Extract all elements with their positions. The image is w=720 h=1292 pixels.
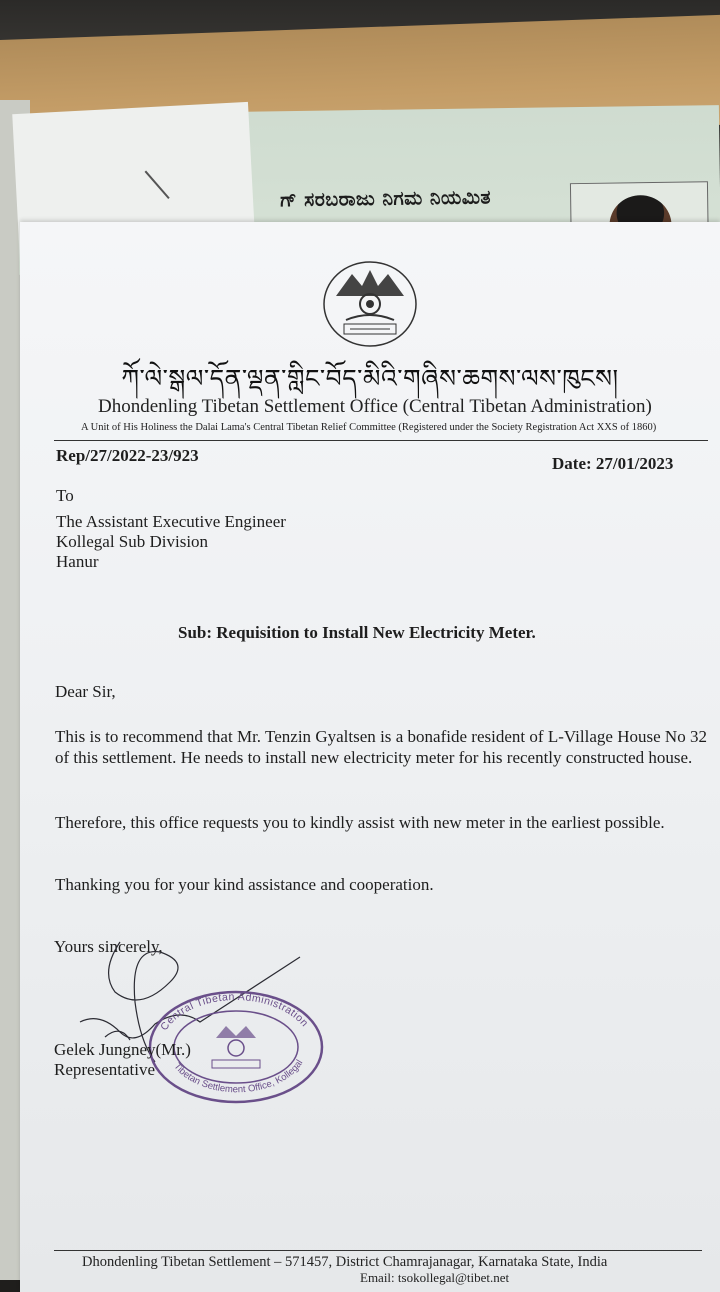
signatory-name: Gelek Jungney(Mr.) (54, 1040, 191, 1059)
closing: Yours sincerely, (54, 937, 163, 956)
office-name: Dhondenling Tibetan Settlement Office (Central Tibetan Administration) (98, 396, 652, 417)
recipient-line-1: The Assistant Executive Engineer (56, 512, 286, 531)
svg-text:Tibetan Settlement Office, Kol: Tibetan Settlement Office, Kollegal (171, 1057, 306, 1096)
kannada-heading: ಗ್ ಸರಬರಾಜು ನಿಗಮ ನಿಯಮಿತ (279, 186, 492, 212)
recipient-to: To (56, 486, 74, 505)
letter-date: Date: 27/01/2023 (552, 454, 674, 473)
body-paragraph-3: Thanking you for your kind assistance and cooperation. (55, 875, 434, 894)
tibetan-emblem-icon (322, 260, 418, 348)
reference-number: Rep/27/2022-23/923 (56, 446, 199, 465)
letter-page (20, 222, 720, 1292)
footer-divider (54, 1250, 702, 1251)
svg-text:Central Tibetan Administration: Central Tibetan Administration (158, 990, 311, 1033)
tibetan-title: ཀོ་ལེ་སྒལ་དོན་ལྡན་གླིང་བོད་མིའི་གཞིས་ཆགས་ལས་ཁུངས། (121, 364, 619, 393)
footer-address: Dhondenling Tibetan Settlement – 571457, District Chamrajanagar, Karnataka State, India (82, 1254, 608, 1270)
subject-line: Sub: Requisition to Install New Electricity Meter. (178, 623, 536, 642)
signatory-title: Representative (54, 1060, 156, 1079)
recipient-line-3: Hanur (56, 552, 99, 571)
body-paragraph-1: This is to recommend that Mr. Tenzin Gyaltsen is a bonafide resident of L-Village House No 32 of this settlement. He needs to install new electricity meter for his recently constructed house. (55, 727, 707, 767)
unit-line: A Unit of His Holiness the Dalai Lama's Central Tibetan Relief Committee (Registered under the Society Registration Act XXS of 1860) (81, 422, 657, 433)
recipient-line-2: Kollegal Sub Division (56, 532, 209, 551)
header-divider (54, 440, 708, 441)
body-paragraph-2: Therefore, this office requests you to kindly assist with new meter in the earliest possible. (55, 813, 665, 832)
footer-email: Email: tsokollegal@tibet.net (360, 1270, 510, 1285)
salutation: Dear Sir, (55, 682, 116, 701)
